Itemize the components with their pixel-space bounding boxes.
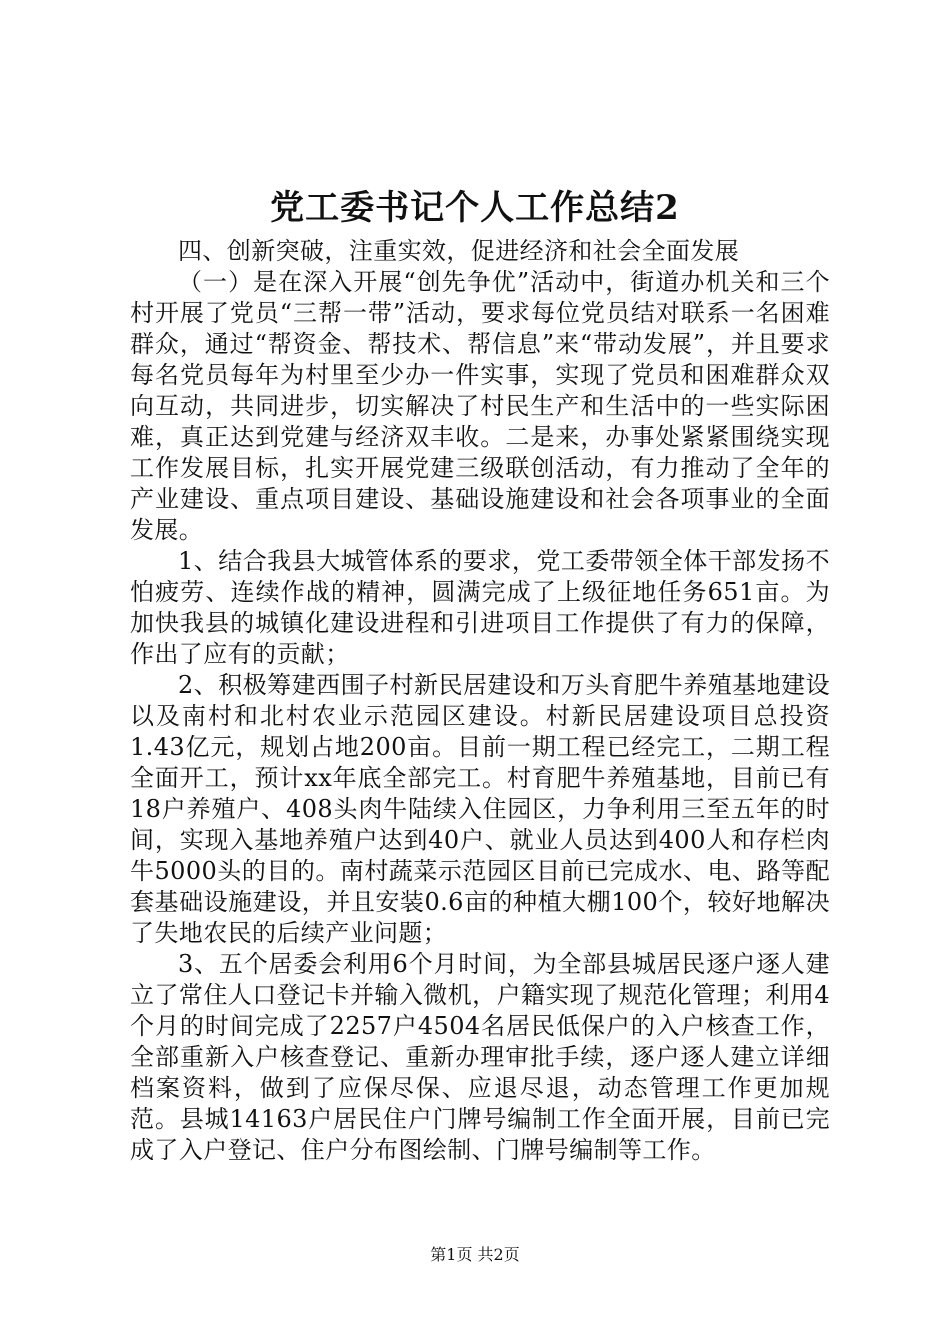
paragraph: 2、积极筹建西围子村新民居建设和万头育肥牛养殖基地建设以及南村和北村农业示范园区建设。村新民居建设项目总投资1.43亿元，规划占地200亩。目前一期工程已经完工，二期工程全面开工，预计xx年底全部完工。村育肥牛养殖基地，目前已有18户养殖户、408头肉牛陆续入住园区，力争利用三至五年的时间，实现入基地养殖户达到40户、就业人员达到400人和存栏肉牛5000头的目的。南村蔬菜示范园区目前已完成水、电、路等配套基础设施建设，并且安装0.6亩的种植大棚100个，较好地解决了失地农民的后续产业问题；	[130, 671, 830, 947]
page-number-footer: 第1页 共2页	[430, 1245, 520, 1264]
paragraph: 1、结合我县大城管体系的要求，党工委带领全体干部发扬不怕疲劳、连续作战的精神，圆满完成了上级征地任务651亩。为加快我县的城镇化建设进程和引进项目工作提供了有力的保障，作出了应有的贡献；	[130, 547, 830, 668]
paragraph: 3、五个居委会利用6个月时间，为全部县城居民逐户逐人建立了常住人口登记卡并输入微机，户籍实现了规范化管理；利用4个月的时间完成了2257户4504名居民低保户的入户核查工作，全部重新入户核查登记、重新办理审批手续，逐户逐人建立详细档案资料，做到了应保尽保、应退尽退，动态管理工作更加规范。县城14163户居民住户门牌号编制工作全面开展，目前已完成了入户登记、住户分布图绘制、门牌号编制等工作。	[130, 950, 830, 1164]
paragraph: （一）是在深入开展“创先争优”活动中，街道办机关和三个村开展了党员“三帮一带”活动，要求每位党员结对联系一名困难群众，通过“帮资金、帮技术、帮信息”来“带动发展”，并且要求每名党员每年为村里至少办一件实事，实现了党员和困难群众双向互动，共同进步，切实解决了村民生产和生活中的一些实际困难，真正达到党建与经济双丰收。二是来，办事处紧紧围绕实现工作发展目标，扎实开展党建三级联创活动，有力推动了全年的产业建设、重点项目建设、基础设施建设和社会各项事业的全面发展。	[130, 268, 830, 544]
document-title: 党工委书记个人工作总结2	[270, 188, 680, 228]
section-heading: 四、创新突破，注重实效，促进经济和社会全面发展	[178, 237, 740, 265]
document-body	[130, 236, 830, 1166]
